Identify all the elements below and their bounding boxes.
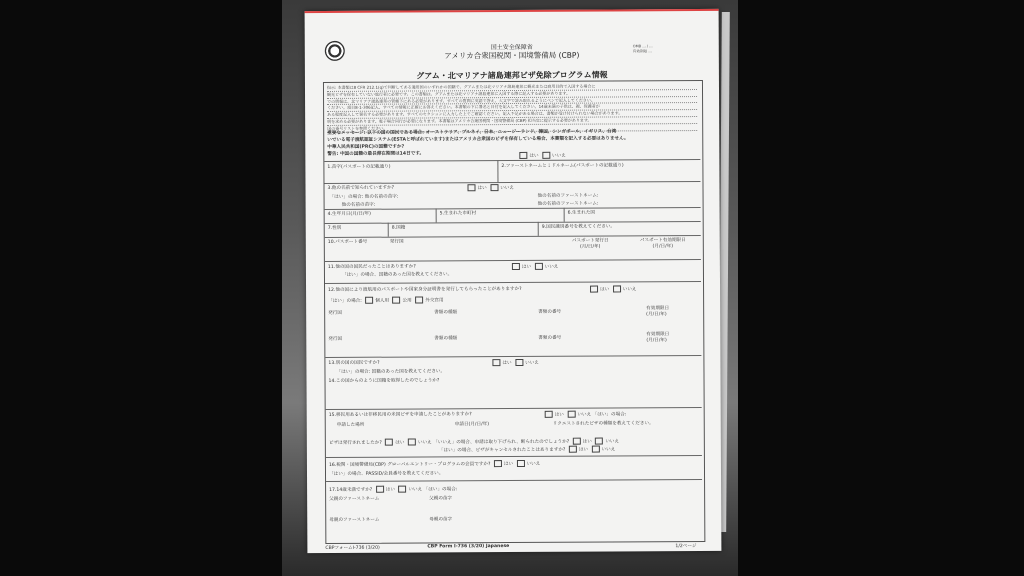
q12g-label: 書類の番号 bbox=[538, 309, 562, 315]
background-right bbox=[738, 0, 1024, 576]
q14-label: 14.この国からのように国籍を取得したのでしょうか? bbox=[328, 378, 440, 384]
checkbox[interactable] bbox=[385, 439, 393, 446]
q10c-label: パスポート有効期限日 (月/日/年) bbox=[639, 238, 686, 250]
checkbox[interactable] bbox=[494, 460, 502, 467]
checkbox[interactable] bbox=[515, 359, 523, 366]
q15-answer: はい いいえ 「はい」の場合: bbox=[543, 410, 627, 417]
checkbox[interactable] bbox=[535, 263, 543, 270]
important-message-2: いでいる電子渡航認証システム(ESTAと呼ばれています)またはアメリカ合衆国のビザを保有している場合、本書類を記入する必要はありません。 bbox=[327, 136, 629, 143]
checkbox[interactable] bbox=[591, 446, 599, 453]
q15b-label: 申請した場所 bbox=[336, 422, 365, 428]
q3b-label: 他の名前の苗字: bbox=[341, 202, 376, 208]
footer-form-title: CBP Form I-736 (3/20) Japanese bbox=[427, 544, 510, 550]
q12h-label: 有効期限日 (月/日/年) bbox=[646, 332, 670, 344]
q4-label: 4.生年月日(月/日/年) bbox=[327, 211, 371, 217]
q15d-label: リクエストされたビザの種類を教えてください。 bbox=[552, 421, 654, 427]
q12e-label: 発行国 bbox=[328, 336, 343, 342]
checkbox[interactable] bbox=[590, 286, 598, 293]
q13-answer: はい いいえ bbox=[490, 359, 539, 366]
q16-row: 16.税関・国境警備局(CBP) グローバルエントリー・プログラムの会員ですか? はい いいえ bbox=[328, 461, 541, 468]
q16a-label: 「はい」の場合、PASSID/会員番号を教えてください。 bbox=[328, 471, 444, 477]
checkbox[interactable] bbox=[467, 184, 475, 191]
footer-page-number: 1/2ページ bbox=[675, 544, 697, 550]
q3d-label: 他の名前のファーストネーム: bbox=[537, 201, 599, 207]
q12f-label: 書類の種類 bbox=[434, 310, 458, 316]
q12f-label: 書類の種類 bbox=[434, 336, 458, 342]
instruction-line: 指示: 本書類は8 CFR 212.1(q)で判断してある適用国のいずれかの国籍で、グアムまたは北マリアナ諸島連邦に観光または商用目的で入国する場合に bbox=[327, 83, 697, 92]
q11a-label: 「はい」の場合、国籍のあった国を教えてください。 bbox=[341, 272, 453, 278]
q15g-row: 「はい」の場合、ビザがキャンセルされたことはありますか? はい いいえ bbox=[438, 447, 616, 454]
q10b-label: パスポート発行日 (月/日/年) bbox=[571, 238, 609, 250]
q3a-label: 「はい」の場合: 他の名前の苗字: bbox=[329, 194, 399, 200]
checkbox[interactable] bbox=[545, 411, 553, 418]
checkbox[interactable] bbox=[512, 263, 520, 270]
q12-types: 「はい」の場合: 個人用 公用 外交官用 bbox=[328, 298, 444, 304]
q13a-label: 「はい」の場合: 国籍のあった国を教えてください。 bbox=[336, 369, 446, 375]
checkbox[interactable] bbox=[415, 296, 423, 303]
checkbox[interactable] bbox=[393, 297, 401, 304]
q12g-label: 書類の番号 bbox=[538, 335, 562, 341]
q12-label: 12.他の国により渡航用のパスポートや国家身分証明書を発行してもらったことがありますか? bbox=[328, 286, 522, 293]
prc-answer: はい いいえ bbox=[517, 152, 566, 159]
instructions bbox=[327, 83, 697, 133]
q12h-label: 有効期限日 (月/日/年) bbox=[646, 306, 670, 318]
footer-form-number: CBPフォームI-736 (3/20) bbox=[325, 545, 380, 551]
checkbox[interactable] bbox=[519, 152, 527, 159]
prc-question: 中華人民共和国(PRC)の国籍ですか? bbox=[327, 144, 405, 150]
form-document bbox=[305, 9, 722, 553]
q11-answer: はい いいえ bbox=[510, 263, 559, 270]
checkbox[interactable] bbox=[398, 486, 406, 493]
q7-label: 7.性別 bbox=[327, 225, 342, 231]
checkbox[interactable] bbox=[542, 152, 550, 159]
instruction-line: での情報は、北マリアナ諸島連邦の管轄下にある必要があります。すべての質問に英語で答え、大文字で読み取れるようにペンで記入してください。 bbox=[327, 97, 697, 106]
checkbox[interactable] bbox=[567, 411, 575, 418]
q3-answer: はい いいえ bbox=[465, 184, 514, 191]
checkbox[interactable] bbox=[569, 446, 577, 453]
q13-label: 13.別の国の国民ですか? bbox=[328, 360, 380, 366]
checkbox[interactable] bbox=[613, 285, 621, 292]
q8-label: 8.国籍 bbox=[391, 225, 406, 231]
checkbox[interactable] bbox=[492, 359, 500, 366]
q2-label: 2.ファーストネームとミドルネーム(パスポートの記載通り) bbox=[501, 163, 624, 170]
q17b-label: 父親のファーストネーム bbox=[329, 496, 380, 502]
agency-name: 国土安全保障省 bbox=[490, 43, 533, 52]
background-left bbox=[0, 0, 282, 576]
checkbox[interactable] bbox=[490, 184, 498, 191]
checkbox[interactable] bbox=[573, 438, 581, 445]
q3-label: 3.他の名前で知られていますか? bbox=[327, 185, 395, 191]
checkbox[interactable] bbox=[408, 439, 416, 446]
checkbox[interactable] bbox=[517, 460, 525, 467]
form-title: グアム・北マリアナ諸島連邦ビザ免除プログラム情報 bbox=[416, 70, 608, 81]
checkbox[interactable] bbox=[365, 297, 373, 304]
q9-label: 9.国民識別番号を教えてください。 bbox=[541, 224, 616, 230]
instruction-line: 明を求める必要があります。電子場合同行が必要になります。本書類はアメリカ合衆国税関・国境警備局 (CBP) 担当官に提示する必要があります。 bbox=[327, 117, 697, 126]
instruction-line: ある程度記入して署名する必要があります。すべてのセクションに入力した上でご確認ください。記入不足がある場合は、書類が受け付けられない場合があります。 bbox=[327, 110, 697, 119]
q11-label: 11.他の国の国民だったことはありますか? bbox=[327, 264, 416, 270]
q12e-label: 発行国 bbox=[328, 310, 342, 316]
q5-label: 5.生まれた市町村 bbox=[439, 211, 477, 217]
omb-number: OMB ... / ... 有効期限 ... bbox=[632, 44, 653, 54]
checkbox[interactable] bbox=[376, 486, 384, 493]
q17e-label: 母親の苗字 bbox=[429, 517, 453, 523]
checkbox[interactable] bbox=[595, 438, 603, 445]
q15e-row: ビザは発行されましたか? はい いいえ 「いいえ」の場合、申請は取り下げられ、断られたのでしょうか? はい いいえ bbox=[328, 439, 620, 446]
subagency-name: アメリカ合衆国税関・国境警備局 (CBP) bbox=[444, 50, 580, 61]
q3c-label: 他の名前のファーストネーム: bbox=[537, 193, 599, 199]
q17c-label: 父親の苗字 bbox=[429, 496, 453, 502]
important-message: 重要なメッセージ: 以下の国の国民である場合: オーストラリア、ブルネイ、日本、ニュージーランド、韓国、シンガポール、イギリス、台湾 bbox=[327, 129, 617, 136]
instruction-line: ください。項目8-1-306記入、すべての情報に正確にお答えください。本書類の下に署名と日付を記入してください。14歳未満の子供は、親、保護者が bbox=[327, 103, 697, 112]
q12-answer: はい いいえ bbox=[588, 285, 637, 292]
q15-label: 15.移民用あるいは非移民用の米国ビザを申請したことがありますか? bbox=[328, 412, 472, 418]
q15c-label: 申請日(月/日/年) bbox=[454, 422, 490, 428]
instruction-line: 観光ビザを保有していない旅行者に必要です。この書類は、グアムまたは北マリアナ諸島連邦に入国する際に記入する必要があります。 bbox=[327, 90, 697, 99]
q1-label: 1.苗字(パスポートの記載通り) bbox=[327, 164, 391, 170]
instruction-line: 国の番号リストを参照ください。 bbox=[327, 124, 697, 133]
q10-label: 10.パスポート番号 bbox=[327, 239, 368, 245]
prc-warning: 警告: 中国の国籍の最長滞在期間は14日です。 bbox=[327, 151, 425, 157]
q17-row: 17.14歳未満ですか? はい いいえ 「はい」の場合: bbox=[329, 487, 458, 493]
q17d-label: 母親のファーストネーム bbox=[329, 517, 380, 523]
q6-label: 6.生まれた国 bbox=[567, 210, 596, 216]
q10a-label: 発行国 bbox=[389, 239, 404, 245]
